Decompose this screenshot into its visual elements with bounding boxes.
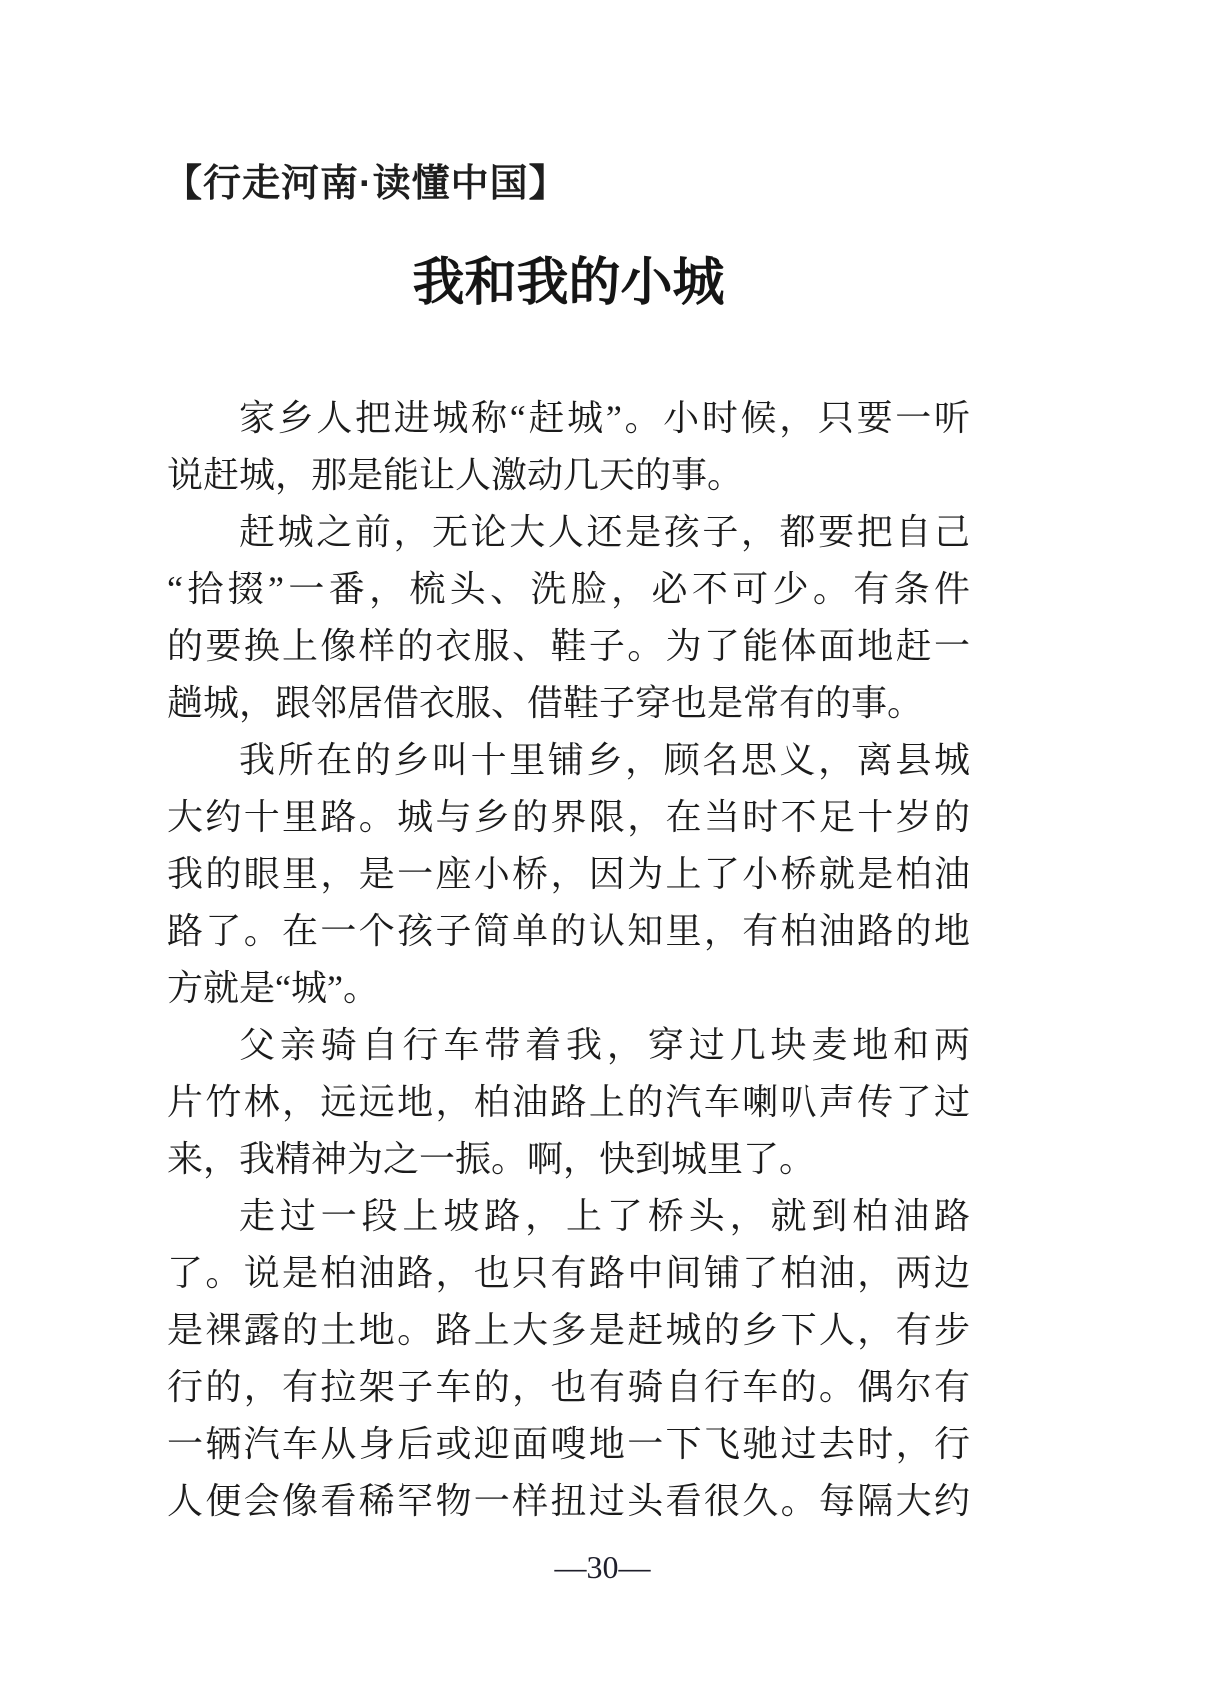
text-line: 是裸露的土地。路上大多是赶城的乡下人，有步 [167,1310,970,1350]
text-line: 说赶城，那是能让人激动几天的事。 [167,455,744,495]
text-line: “拾掇”一番，梳头、洗脸，必不可少。有条件 [167,569,970,609]
text-line: 的要换上像样的衣服、鞋子。为了能体面地赶一 [167,626,970,666]
text-line: 我所在的乡叫十里铺乡，顾名思义，离县城 [239,740,970,780]
article-body [167,390,970,1530]
text-line: 家乡人把进城称“赶城”。小时候，只要一听 [239,398,970,438]
text-line: 父亲骑自行车带着我，穿过几块麦地和两 [239,1025,970,1065]
text-line: 行的，有拉架子车的，也有骑自行车的。偶尔有 [167,1367,970,1407]
text-line: 大约十里路。城与乡的界限，在当时不足十岁的 [167,797,970,837]
text-line: 赶城之前，无论大人还是孩子，都要把自己 [239,512,970,552]
text-line: 一辆汽车从身后或迎面嗖地一下飞驰过去时，行 [167,1424,970,1464]
text-line: 我的眼里，是一座小桥，因为上了小桥就是柏油 [167,854,970,894]
series-header: 【行走河南·读懂中国】 [164,163,568,205]
text-line: 来，我精神为之一振。啊，快到城里了。 [167,1139,816,1179]
text-line: 了。说是柏油路，也只有路中间铺了柏油，两边 [167,1253,970,1293]
text-line: 走过一段上坡路，上了桥头，就到柏油路 [239,1196,970,1236]
text-line: 片竹林，远远地，柏油路上的汽车喇叭声传了过 [167,1082,970,1122]
article-title: 我和我的小城 [412,255,725,312]
text-line: 方就是“城”。 [167,968,379,1008]
page-number: —30— [554,1549,651,1585]
text-line: 路了。在一个孩子简单的认知里，有柏油路的地 [167,911,970,951]
text-line: 人便会像看稀罕物一样扭过头看很久。每隔大约 [167,1481,970,1521]
text-line: 趟城，跟邻居借衣服、借鞋子穿也是常有的事。 [167,683,924,723]
